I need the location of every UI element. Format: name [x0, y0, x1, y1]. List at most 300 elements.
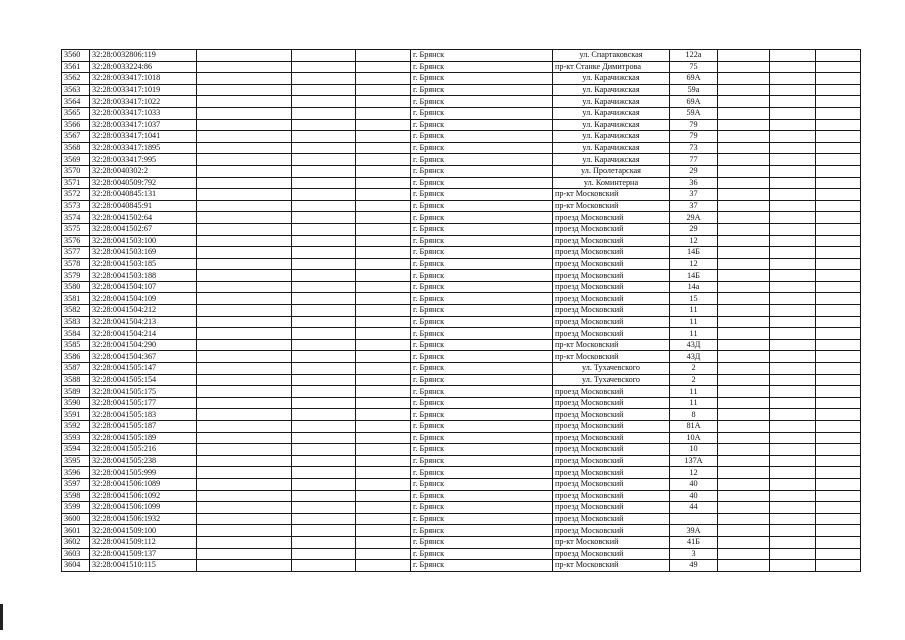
empty-cell: [718, 478, 770, 490]
empty-cell: [816, 61, 861, 73]
city-cell: г. Брянск: [411, 397, 553, 409]
cadastral-number-cell: 32:28:0040302:2: [90, 165, 197, 177]
empty-cell: [816, 409, 861, 421]
empty-cell: [356, 316, 411, 328]
house-number-cell: 2: [670, 374, 718, 386]
row-number-cell: 3600: [62, 513, 90, 525]
empty-cell: [816, 281, 861, 293]
house-number-cell: 49: [670, 560, 718, 572]
house-number-cell: 12: [670, 235, 718, 247]
street-cell: ул. Карачижская: [553, 119, 670, 131]
house-number-cell: 29: [670, 223, 718, 235]
empty-cell: [718, 84, 770, 96]
empty-cell: [292, 281, 356, 293]
city-cell: г. Брянск: [411, 73, 553, 85]
empty-cell: [718, 189, 770, 201]
city-cell: г. Брянск: [411, 270, 553, 282]
empty-cell: [816, 177, 861, 189]
empty-cell: [292, 351, 356, 363]
empty-cell: [356, 200, 411, 212]
row-number-cell: 3563: [62, 84, 90, 96]
cadastral-number-cell: 32:28:0041505:216: [90, 444, 197, 456]
row-number-cell: 3601: [62, 525, 90, 537]
empty-cell: [356, 131, 411, 143]
city-cell: г. Брянск: [411, 513, 553, 525]
empty-cell: [770, 328, 816, 340]
empty-cell: [356, 374, 411, 386]
empty-cell: [292, 119, 356, 131]
table-row: [62, 223, 861, 235]
empty-cell: [816, 84, 861, 96]
empty-cell: [197, 432, 292, 444]
city-cell: г. Брянск: [411, 536, 553, 548]
row-number-cell: 3589: [62, 386, 90, 398]
empty-cell: [770, 409, 816, 421]
row-number-cell: 3582: [62, 305, 90, 317]
house-number-cell: 137А: [670, 455, 718, 467]
empty-cell: [356, 142, 411, 154]
empty-cell: [356, 548, 411, 560]
cadastral-number-cell: 32:28:0033417:1019: [90, 84, 197, 96]
empty-cell: [292, 560, 356, 572]
empty-cell: [356, 536, 411, 548]
empty-cell: [292, 223, 356, 235]
empty-cell: [197, 397, 292, 409]
house-number-cell: 59А: [670, 107, 718, 119]
empty-cell: [816, 386, 861, 398]
cadastral-number-cell: 32:28:0041510:115: [90, 560, 197, 572]
house-number-cell: 40: [670, 478, 718, 490]
city-cell: г. Брянск: [411, 293, 553, 305]
city-cell: г. Брянск: [411, 432, 553, 444]
city-cell: г. Брянск: [411, 339, 553, 351]
empty-cell: [718, 548, 770, 560]
table-row: [62, 339, 861, 351]
row-number-cell: 3594: [62, 444, 90, 456]
empty-cell: [718, 513, 770, 525]
street-cell: проезд Московский: [553, 305, 670, 317]
empty-cell: [197, 96, 292, 108]
empty-cell: [816, 165, 861, 177]
table-row: [62, 61, 861, 73]
table-row: [62, 142, 861, 154]
house-number-cell: 75: [670, 61, 718, 73]
empty-cell: [816, 444, 861, 456]
empty-cell: [816, 235, 861, 247]
cadastral-number-cell: 32:28:0033417:1033: [90, 107, 197, 119]
house-number-cell: 10: [670, 444, 718, 456]
street-cell: проезд Московский: [553, 235, 670, 247]
empty-cell: [718, 212, 770, 224]
empty-cell: [197, 177, 292, 189]
empty-cell: [197, 467, 292, 479]
empty-cell: [356, 328, 411, 340]
table-row: [62, 513, 861, 525]
table-row: [62, 525, 861, 537]
house-number-cell: 79: [670, 119, 718, 131]
row-number-cell: 3562: [62, 73, 90, 85]
table-row: [62, 467, 861, 479]
empty-cell: [770, 305, 816, 317]
cadastral-number-cell: 32:28:0041509:112: [90, 536, 197, 548]
empty-cell: [292, 293, 356, 305]
city-cell: г. Брянск: [411, 478, 553, 490]
empty-cell: [197, 84, 292, 96]
empty-cell: [718, 397, 770, 409]
house-number-cell: 81А: [670, 421, 718, 433]
empty-cell: [770, 84, 816, 96]
row-number-cell: 3560: [62, 50, 90, 62]
empty-cell: [770, 363, 816, 375]
empty-cell: [770, 223, 816, 235]
city-cell: г. Брянск: [411, 374, 553, 386]
table-row: [62, 50, 861, 62]
empty-cell: [770, 478, 816, 490]
cadastral-number-cell: 32:28:0041505:999: [90, 467, 197, 479]
row-number-cell: 3596: [62, 467, 90, 479]
empty-cell: [718, 50, 770, 62]
empty-cell: [718, 177, 770, 189]
empty-cell: [197, 316, 292, 328]
empty-cell: [356, 50, 411, 62]
empty-cell: [770, 513, 816, 525]
city-cell: г. Брянск: [411, 316, 553, 328]
house-number-cell: 73: [670, 142, 718, 154]
cadastral-number-cell: 32:28:0033417:1037: [90, 119, 197, 131]
empty-cell: [770, 235, 816, 247]
cadastral-number-cell: 32:28:0041504:367: [90, 351, 197, 363]
empty-cell: [718, 432, 770, 444]
house-number-cell: 29: [670, 165, 718, 177]
house-number-cell: 12: [670, 467, 718, 479]
city-cell: г. Брянск: [411, 61, 553, 73]
street-cell: проезд Московский: [553, 281, 670, 293]
empty-cell: [816, 328, 861, 340]
street-cell: ул. Карачижская: [553, 131, 670, 143]
empty-cell: [770, 560, 816, 572]
house-number-cell: 37: [670, 189, 718, 201]
street-cell: проезд Московский: [553, 247, 670, 259]
city-cell: г. Брянск: [411, 363, 553, 375]
cadastral-number-cell: 32:28:0041502:64: [90, 212, 197, 224]
table-row: [62, 386, 861, 398]
street-cell: ул. Карачижская: [553, 96, 670, 108]
empty-cell: [816, 316, 861, 328]
empty-cell: [718, 467, 770, 479]
empty-cell: [718, 490, 770, 502]
empty-cell: [197, 107, 292, 119]
empty-cell: [356, 107, 411, 119]
empty-cell: [197, 444, 292, 456]
empty-cell: [292, 131, 356, 143]
empty-cell: [292, 189, 356, 201]
cadastral-number-cell: 32:28:0033417:1041: [90, 131, 197, 143]
row-number-cell: 3561: [62, 61, 90, 73]
city-cell: г. Брянск: [411, 119, 553, 131]
cadastral-number-cell: 32:28:0033417:1018: [90, 73, 197, 85]
house-number-cell: [670, 513, 718, 525]
empty-cell: [356, 281, 411, 293]
city-cell: г. Брянск: [411, 525, 553, 537]
empty-cell: [770, 119, 816, 131]
empty-cell: [816, 96, 861, 108]
empty-cell: [816, 270, 861, 282]
empty-cell: [292, 200, 356, 212]
empty-cell: [816, 467, 861, 479]
house-number-cell: 40: [670, 490, 718, 502]
city-cell: г. Брянск: [411, 84, 553, 96]
empty-cell: [770, 351, 816, 363]
city-cell: г. Брянск: [411, 107, 553, 119]
table-row: [62, 131, 861, 143]
empty-cell: [292, 305, 356, 317]
street-cell: проезд Московский: [553, 316, 670, 328]
empty-cell: [356, 165, 411, 177]
empty-cell: [356, 258, 411, 270]
empty-cell: [718, 502, 770, 514]
empty-cell: [816, 73, 861, 85]
empty-cell: [356, 478, 411, 490]
house-number-cell: 11: [670, 328, 718, 340]
city-cell: г. Брянск: [411, 212, 553, 224]
empty-cell: [718, 281, 770, 293]
cadastral-number-cell: 32:28:0041503:169: [90, 247, 197, 259]
house-number-cell: 15: [670, 293, 718, 305]
row-number-cell: 3570: [62, 165, 90, 177]
empty-cell: [292, 490, 356, 502]
cadastral-number-cell: 32:28:0041502:67: [90, 223, 197, 235]
empty-cell: [770, 142, 816, 154]
empty-cell: [356, 305, 411, 317]
empty-cell: [718, 61, 770, 73]
table-row: [62, 548, 861, 560]
city-cell: г. Брянск: [411, 548, 553, 560]
house-number-cell: 14а: [670, 281, 718, 293]
empty-cell: [770, 61, 816, 73]
house-number-cell: 14Б: [670, 247, 718, 259]
empty-cell: [816, 363, 861, 375]
empty-cell: [770, 421, 816, 433]
house-number-cell: 36: [670, 177, 718, 189]
street-cell: ул. Тухачевского: [553, 363, 670, 375]
table-row: [62, 293, 861, 305]
street-cell: ул. Карачижская: [553, 84, 670, 96]
empty-cell: [816, 525, 861, 537]
empty-cell: [292, 316, 356, 328]
empty-cell: [292, 409, 356, 421]
street-cell: ул. Карачижская: [553, 107, 670, 119]
empty-cell: [197, 119, 292, 131]
empty-cell: [292, 247, 356, 259]
empty-cell: [770, 490, 816, 502]
empty-cell: [197, 235, 292, 247]
table-row: [62, 96, 861, 108]
table-row: [62, 119, 861, 131]
row-number-cell: 3568: [62, 142, 90, 154]
table-row: [62, 200, 861, 212]
city-cell: г. Брянск: [411, 455, 553, 467]
empty-cell: [292, 363, 356, 375]
empty-cell: [770, 154, 816, 166]
cadastral-number-cell: 32:28:0033224:86: [90, 61, 197, 73]
house-number-cell: 69А: [670, 73, 718, 85]
empty-cell: [770, 270, 816, 282]
street-cell: проезд Московский: [553, 444, 670, 456]
empty-cell: [770, 548, 816, 560]
table-row: [62, 270, 861, 282]
row-number-cell: 3603: [62, 548, 90, 560]
table-row: [62, 421, 861, 433]
cadastral-number-cell: 32:28:0041506:1092: [90, 490, 197, 502]
empty-cell: [816, 212, 861, 224]
empty-cell: [356, 386, 411, 398]
empty-cell: [292, 536, 356, 548]
empty-cell: [356, 96, 411, 108]
empty-cell: [197, 212, 292, 224]
empty-cell: [718, 328, 770, 340]
house-number-cell: 37: [670, 200, 718, 212]
city-cell: г. Брянск: [411, 189, 553, 201]
empty-cell: [718, 154, 770, 166]
empty-cell: [197, 560, 292, 572]
table-row: [62, 351, 861, 363]
table-row: [62, 374, 861, 386]
empty-cell: [197, 247, 292, 259]
empty-cell: [197, 61, 292, 73]
empty-cell: [292, 212, 356, 224]
street-cell: ул. Карачижская: [553, 142, 670, 154]
city-cell: г. Брянск: [411, 421, 553, 433]
empty-cell: [816, 305, 861, 317]
empty-cell: [816, 131, 861, 143]
row-number-cell: 3564: [62, 96, 90, 108]
cadastral-number-cell: 32:28:0041504:107: [90, 281, 197, 293]
table-row: [62, 409, 861, 421]
city-cell: г. Брянск: [411, 560, 553, 572]
empty-cell: [816, 536, 861, 548]
row-number-cell: 3576: [62, 235, 90, 247]
empty-cell: [292, 432, 356, 444]
street-cell: ул. Спартаковская: [553, 50, 670, 62]
empty-cell: [356, 560, 411, 572]
row-number-cell: 3586: [62, 351, 90, 363]
empty-cell: [356, 432, 411, 444]
street-cell: проезд Московский: [553, 502, 670, 514]
empty-cell: [718, 142, 770, 154]
empty-cell: [816, 258, 861, 270]
empty-cell: [197, 363, 292, 375]
house-number-cell: 41Б: [670, 536, 718, 548]
empty-cell: [816, 397, 861, 409]
empty-cell: [718, 351, 770, 363]
empty-cell: [356, 189, 411, 201]
table-row: [62, 189, 861, 201]
empty-cell: [197, 131, 292, 143]
cadastral-number-cell: 32:28:0041506:1099: [90, 502, 197, 514]
empty-cell: [292, 421, 356, 433]
city-cell: г. Брянск: [411, 386, 553, 398]
empty-cell: [356, 351, 411, 363]
empty-cell: [356, 73, 411, 85]
cadastral-number-cell: 32:28:0040509:792: [90, 177, 197, 189]
row-number-cell: 3592: [62, 421, 90, 433]
empty-cell: [718, 409, 770, 421]
cadastral-number-cell: 32:28:0041506:1932: [90, 513, 197, 525]
empty-cell: [197, 374, 292, 386]
empty-cell: [356, 525, 411, 537]
empty-cell: [770, 525, 816, 537]
cadastral-number-cell: 32:28:0041505:177: [90, 397, 197, 409]
empty-cell: [718, 119, 770, 131]
cadastral-number-cell: 32:28:0041506:1089: [90, 478, 197, 490]
street-cell: проезд Московский: [553, 432, 670, 444]
empty-cell: [197, 154, 292, 166]
cadastral-number-cell: 32:28:0041505:154: [90, 374, 197, 386]
house-number-cell: 8: [670, 409, 718, 421]
table-row: [62, 84, 861, 96]
row-number-cell: 3579: [62, 270, 90, 282]
empty-cell: [816, 490, 861, 502]
empty-cell: [718, 165, 770, 177]
cadastral-number-cell: 32:28:0041503:100: [90, 235, 197, 247]
row-number-cell: 3595: [62, 455, 90, 467]
empty-cell: [292, 84, 356, 96]
empty-cell: [718, 316, 770, 328]
table-row: [62, 177, 861, 189]
city-cell: г. Брянск: [411, 467, 553, 479]
empty-cell: [197, 409, 292, 421]
street-cell: пр-кт Станке Димитрова: [553, 61, 670, 73]
cadastral-number-cell: 32:28:0033417:1895: [90, 142, 197, 154]
registry-body: [62, 50, 861, 572]
empty-cell: [197, 328, 292, 340]
empty-cell: [718, 107, 770, 119]
row-number-cell: 3565: [62, 107, 90, 119]
street-cell: ул. Карачижская: [553, 154, 670, 166]
empty-cell: [718, 131, 770, 143]
city-cell: г. Брянск: [411, 502, 553, 514]
empty-cell: [356, 502, 411, 514]
street-cell: пр-кт Московский: [553, 560, 670, 572]
empty-cell: [770, 247, 816, 259]
table-row: [62, 397, 861, 409]
cadastral-number-cell: 32:28:0041504:214: [90, 328, 197, 340]
city-cell: г. Брянск: [411, 235, 553, 247]
empty-cell: [292, 73, 356, 85]
house-number-cell: 39А: [670, 525, 718, 537]
empty-cell: [197, 513, 292, 525]
empty-cell: [356, 490, 411, 502]
empty-cell: [816, 478, 861, 490]
house-number-cell: 3: [670, 548, 718, 560]
empty-cell: [197, 293, 292, 305]
empty-cell: [816, 432, 861, 444]
empty-cell: [816, 351, 861, 363]
empty-cell: [356, 270, 411, 282]
house-number-cell: 11: [670, 305, 718, 317]
street-cell: проезд Московский: [553, 212, 670, 224]
empty-cell: [718, 200, 770, 212]
street-cell: ул. Тухачевского: [553, 374, 670, 386]
house-number-cell: 10А: [670, 432, 718, 444]
empty-cell: [356, 177, 411, 189]
empty-cell: [197, 258, 292, 270]
city-cell: г. Брянск: [411, 223, 553, 235]
empty-cell: [770, 212, 816, 224]
empty-cell: [292, 177, 356, 189]
house-number-cell: 79: [670, 131, 718, 143]
house-number-cell: 69А: [670, 96, 718, 108]
